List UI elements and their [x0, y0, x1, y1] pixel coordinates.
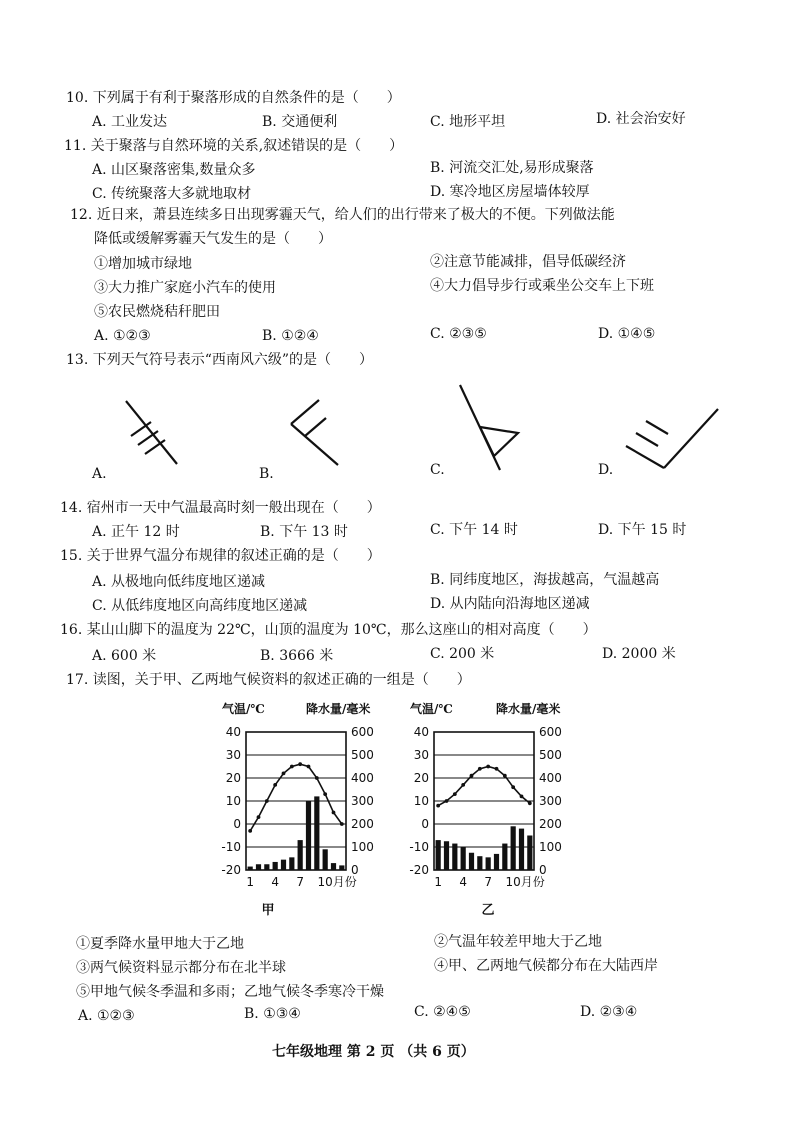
temperature-point — [520, 795, 524, 799]
month-tick-label: 1 — [246, 875, 254, 889]
precip-tick-label: 0 — [351, 863, 359, 877]
q13-option-c[interactable]: C. — [430, 462, 445, 478]
precip-bar — [298, 840, 303, 870]
q12-statement-2: ②注意节能减排，倡导低碳经济 — [430, 254, 626, 270]
wind-symbol-c[interactable] — [454, 380, 526, 476]
precip-bar — [511, 826, 516, 870]
month-tick-label: 4 — [459, 875, 467, 889]
q15-option-a[interactable]: A. 从极地向低纬度地区递减 — [92, 574, 266, 590]
chart-yi-temp-axis-title: 气温/℃ — [410, 702, 453, 716]
q11-option-d[interactable]: D. 寒冷地区房屋墙体较厚 — [430, 184, 590, 200]
q17-option-d[interactable]: D. ②③④ — [580, 1004, 638, 1020]
page-footer: 七年级地理 第 2 页 （共 6 页） — [272, 1044, 475, 1060]
q17-statement-4: ④甲、乙两地气候都分布在大陆西岸 — [434, 958, 658, 974]
temp-tick-label: 30 — [413, 748, 429, 762]
temp-tick-label: -20 — [221, 863, 241, 877]
q11-option-c[interactable]: C. 传统聚落大多就地取材 — [92, 186, 252, 202]
temp-tick-label: 30 — [225, 748, 241, 762]
q17-statement-3: ③两气候资料显示都分布在北半球 — [76, 960, 286, 976]
temperature-point — [470, 774, 474, 778]
q16-stem: 16. 某山山脚下的温度为 22℃，山顶的温度为 10℃，那么这座山的相对高度（ ） — [60, 622, 597, 638]
q17-statement-5: ⑤甲地气候冬季温和多雨；乙地气候冬季寒冷干燥 — [76, 984, 384, 1000]
precip-tick-label: 100 — [351, 840, 374, 854]
q10-option-c[interactable]: C. 地形平坦 — [430, 114, 506, 130]
temp-tick-label: 40 — [225, 725, 241, 739]
q12-stem-line2: 降低或缓解雾霾天气发生的是（ ） — [94, 231, 332, 247]
temp-tick-label: 20 — [225, 771, 241, 785]
precip-bar — [323, 849, 328, 870]
q14-option-b[interactable]: B. 下午 13 时 — [260, 524, 348, 540]
q16-option-d[interactable]: D. 2000 米 — [602, 646, 676, 662]
precip-bar — [519, 829, 524, 870]
q12-option-c[interactable]: C. ②③⑤ — [430, 326, 487, 342]
q14-option-c[interactable]: C. 下午 14 时 — [430, 522, 518, 538]
temp-tick-label: 0 — [421, 817, 429, 831]
precip-bar — [444, 841, 449, 870]
temperature-point — [461, 783, 465, 787]
temperature-point — [528, 801, 532, 805]
precip-bar — [469, 853, 474, 870]
precip-tick-label: 0 — [539, 863, 547, 877]
precip-bar — [281, 860, 286, 870]
temperature-point — [265, 799, 269, 803]
temperature-line — [250, 764, 342, 831]
temp-tick-label: -20 — [409, 863, 429, 877]
temperature-point — [307, 765, 311, 769]
precip-tick-label: 300 — [351, 794, 374, 808]
q14-option-a[interactable]: A. 正午 12 时 — [92, 524, 180, 540]
temp-tick-label: 40 — [413, 725, 429, 739]
temperature-point — [298, 762, 302, 766]
precip-bar — [494, 854, 499, 870]
q15-option-b[interactable]: B. 同纬度地区，海拔越高，气温越高 — [430, 572, 660, 588]
temperature-point — [478, 767, 482, 771]
q17-option-c[interactable]: C. ②④⑤ — [414, 1004, 471, 1020]
precip-bar — [502, 844, 507, 870]
temperature-point — [248, 829, 252, 833]
month-tick-label: 7 — [296, 875, 304, 889]
precip-tick-label: 600 — [351, 725, 374, 739]
temperature-line — [438, 767, 530, 806]
climate-chart-yi — [398, 716, 578, 926]
temperature-point — [273, 783, 277, 787]
q10-option-a[interactable]: A. 工业发达 — [92, 114, 168, 130]
precip-bar — [477, 856, 482, 870]
temperature-point — [315, 776, 319, 780]
wind-symbol-d[interactable] — [622, 404, 722, 476]
chart-caption: 乙 — [481, 903, 495, 918]
q15-stem: 15. 关于世界气温分布规律的叙述正确的是（ ） — [60, 548, 381, 564]
q14-option-d[interactable]: D. 下午 15 时 — [598, 522, 687, 538]
q11-option-b[interactable]: B. 河流交汇处,易形成聚落 — [430, 160, 594, 176]
precip-tick-label: 400 — [539, 771, 562, 785]
precip-bar — [486, 857, 491, 870]
q10-stem: 10. 下列属于有利于聚落形成的自然条件的是（ ） — [66, 90, 401, 106]
q16-option-c[interactable]: C. 200 米 — [430, 646, 495, 662]
q12-stem-line1: 12. 近日来，萧县连续多日出现雾霾天气，给人们的出行带来了极大的不便。下列做法能 — [70, 207, 615, 223]
precip-bar — [331, 863, 336, 870]
q11-option-a[interactable]: A. 山区聚落密集,数量众多 — [92, 162, 256, 178]
temp-tick-label: 0 — [233, 817, 241, 831]
wind-symbol-a[interactable] — [118, 396, 188, 470]
precip-bar — [248, 867, 253, 870]
q12-statement-4: ④大力倡导步行或乘坐公交车上下班 — [430, 278, 654, 294]
precip-tick-label: 100 — [539, 840, 562, 854]
precip-tick-label: 400 — [351, 771, 374, 785]
precip-bar — [306, 801, 311, 870]
q12-option-a[interactable]: A. ①②③ — [94, 328, 151, 344]
q13-option-d[interactable]: D. — [598, 462, 614, 478]
q15-option-c[interactable]: C. 从低纬度地区向高纬度地区递减 — [92, 598, 308, 614]
chart-jia-precip-axis-title: 降水量/毫米 — [306, 702, 371, 716]
temperature-point — [290, 765, 294, 769]
month-tick-label: 7 — [484, 875, 492, 889]
precip-bar — [461, 847, 466, 870]
precip-tick-label: 500 — [351, 748, 374, 762]
temperature-point — [332, 811, 336, 815]
temperature-point — [511, 785, 515, 789]
q11-stem: 11. 关于聚落与自然环境的关系,叙述错误的是（ ） — [64, 138, 404, 154]
q17-statement-1: ①夏季降水量甲地大于乙地 — [76, 936, 244, 952]
precip-bar — [527, 836, 532, 871]
temperature-point — [503, 774, 507, 778]
q13-option-b[interactable]: B. — [259, 466, 274, 482]
wind-symbol-b[interactable] — [284, 394, 354, 470]
q17-option-a[interactable]: A. ①②③ — [78, 1008, 135, 1024]
temperature-point — [445, 799, 449, 803]
precip-bar — [314, 796, 319, 870]
precip-bar — [273, 862, 278, 870]
precip-tick-label: 200 — [351, 817, 374, 831]
q12-statement-3: ③大力推广家庭小汽车的使用 — [94, 280, 276, 296]
q17-statement-2: ②气温年较差甲地大于乙地 — [434, 934, 602, 950]
q12-option-d[interactable]: D. ①④⑤ — [598, 326, 656, 342]
month-tick-label: 10月份 — [317, 875, 357, 889]
q12-statement-5: ⑤农民燃烧秸秆肥田 — [94, 304, 220, 320]
temp-tick-label: 20 — [413, 771, 429, 785]
chart-jia-temp-axis-title: 气温/℃ — [222, 702, 265, 716]
month-tick-label: 10月份 — [505, 875, 545, 889]
precip-bar — [256, 864, 261, 870]
q16-option-a[interactable]: A. 600 米 — [92, 648, 157, 664]
q13-stem: 13. 下列天气符号表示“西南风六级”的是（ ） — [66, 352, 374, 368]
month-tick-label: 4 — [271, 875, 279, 889]
q12-statement-1: ①增加城市绿地 — [94, 256, 192, 272]
q14-stem: 14. 宿州市一天中气温最高时刻一般出现在（ ） — [60, 500, 381, 516]
climate-chart-jia — [210, 716, 386, 926]
temp-tick-label: -10 — [221, 840, 241, 854]
precip-tick-label: 200 — [539, 817, 562, 831]
temperature-point — [282, 772, 286, 776]
precip-bar — [436, 840, 441, 870]
temperature-point — [323, 792, 327, 796]
precip-bar — [289, 857, 294, 870]
temperature-point — [340, 822, 344, 826]
precip-tick-label: 300 — [539, 794, 562, 808]
temp-tick-label: 10 — [225, 794, 241, 808]
temperature-point — [453, 792, 457, 796]
month-tick-label: 1 — [434, 875, 442, 889]
precip-tick-label: 600 — [539, 725, 562, 739]
q17-stem: 17. 读图，关于甲、乙两地气候资料的叙述正确的一组是（ ） — [66, 672, 471, 688]
temp-tick-label: -10 — [409, 840, 429, 854]
q15-option-d[interactable]: D. 从内陆向沿海地区递减 — [430, 596, 590, 612]
precip-tick-label: 500 — [539, 748, 562, 762]
chart-caption: 甲 — [261, 903, 275, 918]
q10-option-d[interactable]: D. 社会治安好 — [596, 111, 686, 127]
q16-option-b[interactable]: B. 3666 米 — [260, 648, 334, 664]
temperature-point — [486, 765, 490, 769]
precip-bar — [339, 865, 344, 870]
precip-bar — [452, 844, 457, 870]
temperature-point — [495, 767, 499, 771]
q13-option-a[interactable]: A. — [92, 466, 107, 482]
q17-option-b[interactable]: B. ①③④ — [244, 1006, 301, 1022]
temp-tick-label: 10 — [413, 794, 429, 808]
q12-option-b[interactable]: B. ①②④ — [262, 328, 319, 344]
precip-bar — [264, 864, 269, 870]
q10-option-b[interactable]: B. 交通便利 — [262, 114, 338, 130]
temperature-point — [257, 815, 261, 819]
chart-yi-precip-axis-title: 降水量/毫米 — [496, 702, 561, 716]
temperature-point — [436, 804, 440, 808]
